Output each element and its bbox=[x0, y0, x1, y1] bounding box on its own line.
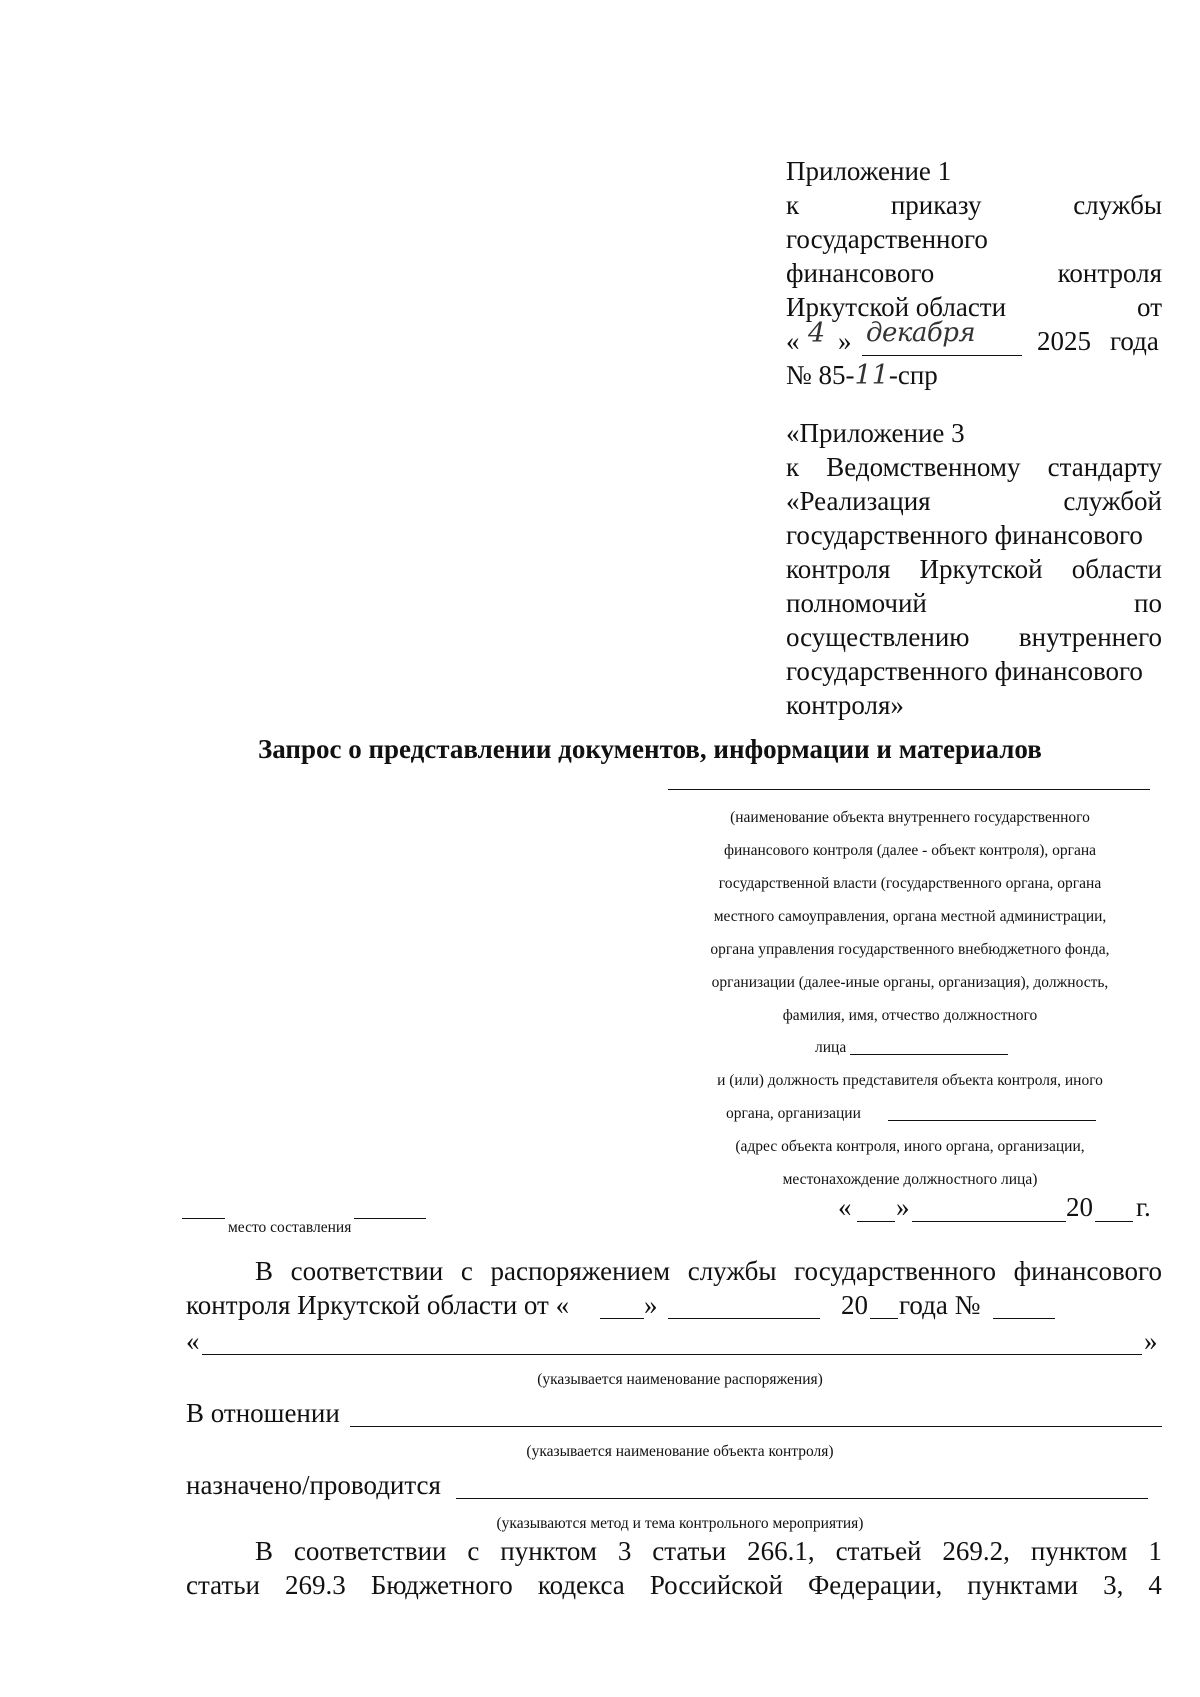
word: пунктами bbox=[967, 1570, 1079, 1600]
word: приказу bbox=[890, 190, 982, 220]
addressee-caption-7: фамилия, имя, отчество должностного bbox=[782, 1007, 1038, 1024]
order-name-open-quote: « bbox=[186, 1326, 200, 1356]
word: контроля bbox=[786, 554, 891, 584]
word: 269.2, bbox=[942, 1536, 1010, 1566]
word: Российской bbox=[649, 1570, 783, 1600]
date-day-line bbox=[857, 1221, 895, 1222]
appendix-1-line-2: государственного bbox=[786, 224, 988, 254]
addressee-caption-2: финансового контроля (далее - объект контроля), органа bbox=[723, 842, 1097, 859]
appendix-1-title: Приложение 1 bbox=[786, 156, 952, 186]
method-caption: (указываются метод и тема контрольного мероприятия) bbox=[496, 1515, 864, 1532]
official-line bbox=[850, 1054, 1008, 1055]
appendix-3-line-8: контроля» bbox=[786, 690, 904, 720]
appendix-3-line-3: государственного финансового bbox=[786, 520, 1143, 550]
order-day-close-quote: » bbox=[644, 1290, 658, 1320]
appendix-1-line-3 bbox=[786, 256, 1162, 290]
order-year-line bbox=[870, 1318, 898, 1319]
word: осуществлению bbox=[786, 622, 970, 652]
order-date-day-handwritten: 4 bbox=[808, 318, 826, 349]
order-number-line bbox=[993, 1318, 1055, 1319]
appendix-3-line-5 bbox=[786, 586, 1162, 620]
word: «Реализация bbox=[786, 486, 931, 516]
place-caption: место составления bbox=[225, 1218, 354, 1238]
appendix-3-line-6 bbox=[786, 620, 1162, 654]
word: Федерации, bbox=[807, 1570, 943, 1600]
order-century: 20 bbox=[841, 1290, 868, 1320]
order-number-suffix: -спр bbox=[888, 360, 938, 390]
addressee-caption-1: (наименование объекта внутреннего государственного bbox=[730, 809, 1090, 826]
word: внутреннего bbox=[1018, 622, 1162, 652]
appendix-3-line-7: государственного финансового bbox=[786, 656, 1143, 686]
body-p2-line-1 bbox=[255, 1534, 1162, 1568]
date-century: 20 bbox=[1066, 1192, 1093, 1222]
order-name-line bbox=[202, 1354, 1142, 1355]
word: от bbox=[1137, 292, 1162, 322]
representative-caption: и (или) должность представителя объекта контроля, иного bbox=[717, 1072, 1103, 1089]
address-caption-1: (адрес объекта контроля, иного органа, организации, bbox=[735, 1138, 1085, 1155]
word: к bbox=[786, 190, 800, 220]
addressee-caption-4: местного самоуправления, органа местной администрации, bbox=[713, 908, 1107, 925]
word: 3, bbox=[1103, 1570, 1124, 1600]
word: 269.3 bbox=[285, 1570, 346, 1600]
word: 4 bbox=[1148, 1570, 1162, 1600]
organization-line bbox=[888, 1120, 1096, 1121]
addressee-caption-5: органа управления государственного внебюджетного фонда, bbox=[710, 941, 1110, 958]
body-p2-line-2 bbox=[186, 1568, 1162, 1602]
appendix-3-title: «Приложение 3 bbox=[786, 418, 965, 448]
word: по bbox=[1134, 588, 1162, 618]
order-date-month-underline bbox=[862, 355, 1022, 356]
word: полномочий bbox=[786, 588, 927, 618]
word: В bbox=[255, 1256, 274, 1286]
word: статьи bbox=[186, 1570, 260, 1600]
addressee-line bbox=[668, 789, 1150, 790]
addressee-caption-6: организации (далее-иные органы, организация), должность, bbox=[711, 974, 1109, 991]
order-date-close-quote: » bbox=[838, 326, 852, 356]
word: статьей bbox=[835, 1536, 922, 1566]
addressee-caption-3: государственной власти (государственного органа, органа bbox=[718, 875, 1102, 892]
word: пунктом bbox=[1030, 1536, 1128, 1566]
word: службы bbox=[1073, 190, 1162, 220]
word: стандарту bbox=[1047, 452, 1162, 482]
word: 1 bbox=[1148, 1536, 1162, 1566]
word: кодекса bbox=[537, 1570, 625, 1600]
order-date-year: 2025 bbox=[1037, 326, 1091, 356]
object-caption: (указывается наименование объекта контроля) bbox=[526, 1443, 834, 1460]
organization-label: органа, организации bbox=[726, 1105, 861, 1122]
word: статьи bbox=[652, 1536, 727, 1566]
date-month-line bbox=[912, 1221, 1066, 1222]
word: соответствии bbox=[290, 1256, 444, 1286]
date-year-line bbox=[1095, 1221, 1133, 1222]
word: Иркутской bbox=[919, 554, 1043, 584]
word: службы bbox=[687, 1256, 777, 1286]
word: Иркутской области bbox=[786, 292, 1007, 322]
word: соответствии bbox=[293, 1536, 447, 1566]
regarding-label: В отношении bbox=[186, 1398, 340, 1428]
word: к bbox=[786, 452, 800, 482]
word: Ведомственному bbox=[826, 452, 1021, 482]
word: В bbox=[255, 1536, 274, 1566]
assigned-line bbox=[456, 1498, 1148, 1499]
word: государственного bbox=[794, 1256, 997, 1286]
appendix-3-line-4 bbox=[786, 552, 1162, 586]
appendix-3-line-1 bbox=[786, 450, 1162, 484]
word: области bbox=[1071, 554, 1162, 584]
word: пунктом bbox=[500, 1536, 597, 1566]
regarding-line bbox=[350, 1426, 1162, 1427]
order-date-month-handwritten: декабря bbox=[866, 318, 976, 348]
order-number-prefix: № 85- bbox=[786, 360, 855, 390]
word: с bbox=[467, 1536, 480, 1566]
date-year-suffix: г. bbox=[1136, 1192, 1151, 1222]
date-close-quote: » bbox=[896, 1192, 910, 1222]
word: финансового bbox=[1013, 1256, 1162, 1286]
appendix-1-line-1 bbox=[786, 188, 1162, 222]
address-caption-2: местонахождение должностного лица) bbox=[782, 1171, 1038, 1188]
body-p1-line-1 bbox=[255, 1254, 1162, 1288]
order-month-line bbox=[668, 1318, 820, 1319]
official-label: лица bbox=[815, 1039, 847, 1056]
word: финансового bbox=[786, 258, 935, 288]
order-name-caption: (указывается наименование распоряжения) bbox=[537, 1371, 823, 1388]
order-number-handwritten: 11 bbox=[854, 360, 889, 391]
word: 266.1, bbox=[747, 1536, 815, 1566]
word: службой bbox=[1063, 486, 1162, 516]
word: с bbox=[460, 1256, 473, 1286]
word: 3 bbox=[617, 1536, 632, 1566]
order-number-label: года № bbox=[899, 1290, 981, 1320]
appendix-3-line-2 bbox=[786, 484, 1162, 518]
body-p1-line-2-start: контроля Иркутской области от « bbox=[186, 1290, 570, 1320]
date-open-quote: « bbox=[838, 1192, 852, 1222]
word: Бюджетного bbox=[370, 1570, 513, 1600]
word: контроля bbox=[1057, 258, 1162, 288]
order-name-close-quote: » bbox=[1144, 1326, 1158, 1356]
order-number bbox=[786, 358, 938, 393]
order-date-open-quote: « bbox=[786, 326, 800, 356]
order-day-line bbox=[600, 1318, 644, 1319]
word: распоряжением bbox=[490, 1256, 671, 1286]
document-title: Запрос о представлении документов, информации и материалов bbox=[258, 734, 1042, 764]
order-date-year-word: года bbox=[1110, 326, 1159, 356]
assigned-label: назначено/проводится bbox=[186, 1470, 441, 1500]
